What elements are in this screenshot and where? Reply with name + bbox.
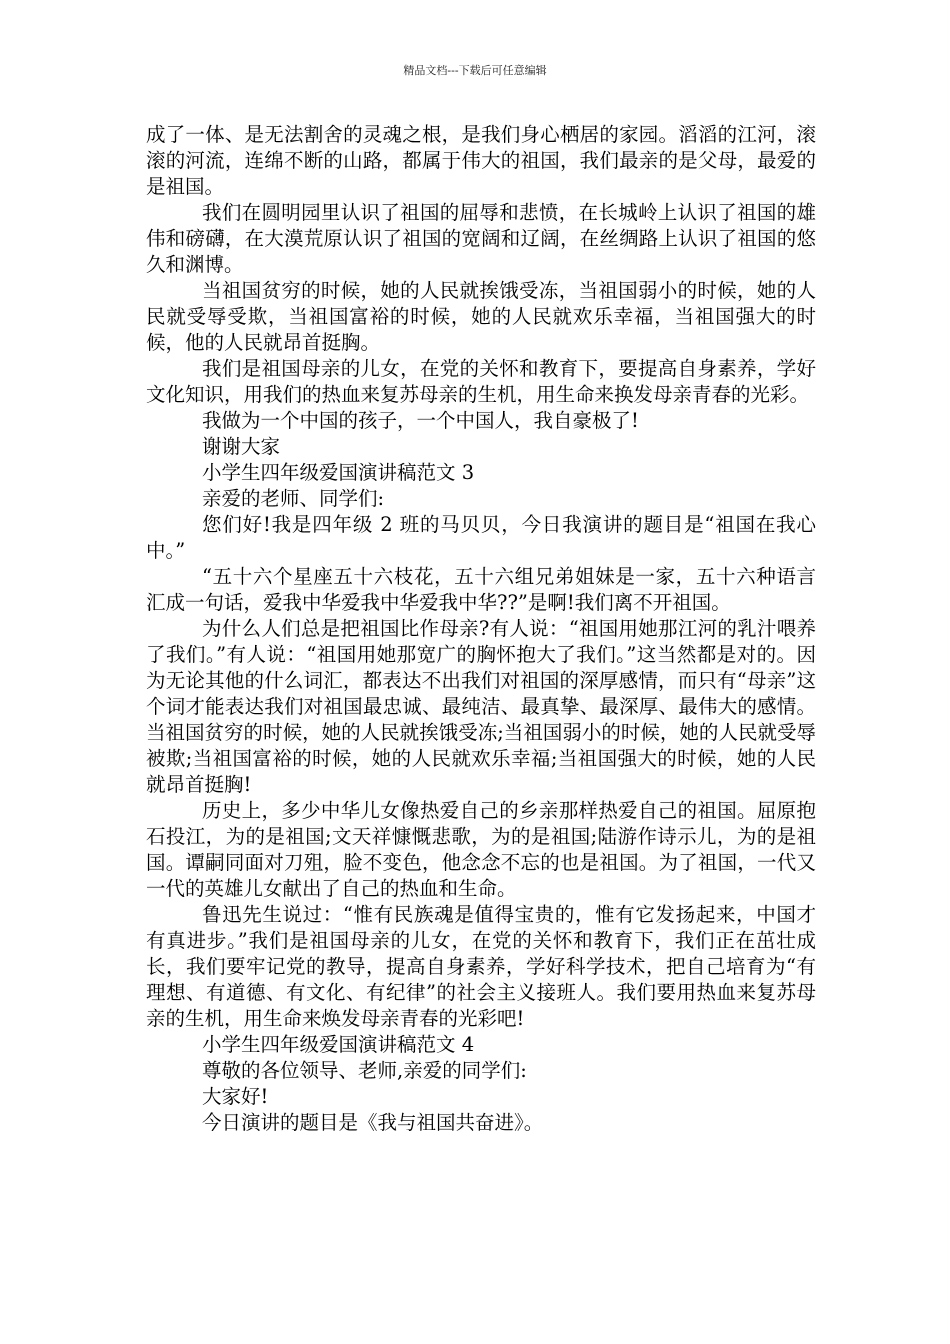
section-title: 小学生四年级爱国演讲稿范文 4: [202, 1033, 475, 1056]
salutation: 尊敬的各位领导、老师,亲爱的同学们:: [202, 1059, 527, 1082]
paragraph: 鲁迅先生说过：“惟有民族魂是值得宝贵的，惟有它发扬起来，中国才有真进步。”我们是祖国母亲的儿女，在党的关怀和教育下，我们正在茁壮成长，我们要牢记党的教导，提高自身素养，学好科学技术，把自己培育为“有理想、有道德、有文化、有纪律”的社会主义接班人。我们要用热血来复苏母亲的生机，用生命来焕发母亲青春的光彩吧!: [146, 903, 816, 1030]
paragraph: 历史上，多少中华儿女像热爱自己的乡亲那样热爱自己的祖国。屈原抱石投江，为的是祖国;文天祥慷慨悲歌，为的是祖国;陆游作诗示儿，为的是祖国。谭嗣同面对刀殂，脸不变色，他念念不忘的也是祖国。为了祖国，一代又一代的英雄儿女献出了自己的热血和生命。: [146, 799, 816, 900]
salutation: 亲爱的老师、同学们:: [202, 487, 385, 510]
paragraph: 我做为一个中国的孩子，一个中国人，我自豪极了!: [202, 409, 639, 432]
paragraph: 您们好!我是四年级 2 班的马贝贝，今日我演讲的题目是“祖国在我心中。”: [146, 513, 816, 562]
greeting: 大家好!: [202, 1085, 269, 1108]
document-body: [146, 122, 816, 1136]
paragraph: 我们是祖国母亲的儿女，在党的关怀和教育下，要提高自身素养，学好文化知识，用我们的热血来复苏母亲的生机，用生命来换发母亲青春的光彩。: [146, 357, 816, 406]
closing-line: 谢谢大家: [202, 435, 281, 458]
paragraph: “五十六个星座五十六枝花，五十六组兄弟姐妹是一家，五十六种语言汇成一句话，爱我中华爱我中华爱我中华??”是啊!我们离不开祖国。: [146, 565, 816, 614]
page-header: 精品文档---下载后可任意编辑: [403, 64, 547, 77]
paragraph: 为什么人们总是把祖国比作母亲?有人说：“祖国用她那江河的乳汁喂养了我们。”有人说：“祖国用她那宽广的胸怀抱大了我们。”这当然都是对的。因为无论其他的什么词汇，都表达不出我们对祖国的深厚感情，而只有“母亲”这个词才能表达我们对祖国最忠诚、最纯洁、最真挚、最深厚、最伟大的感情。当祖国贫穷的时候，她的人民就挨饿受冻;当祖国弱小的时候，她的人民就受辱被欺;当祖国富裕的时候，她的人民就欢乐幸福;当祖国强大的时候，她的人民就昂首挺胸!: [146, 617, 816, 796]
paragraph: 成了一体、是无法割舍的灵魂之根，是我们身心栖居的家园。滔滔的江河，滚滚的河流，连绵不断的山路，都属于伟大的祖国，我们最亲的是父母，最爱的是祖国。: [146, 123, 816, 198]
section-title: 小学生四年级爱国演讲稿范文 3: [202, 461, 475, 484]
paragraph: 当祖国贫穷的时候，她的人民就挨饿受冻，当祖国弱小的时候，她的人民就受辱受欺，当祖国富裕的时候，她的人民就欢乐幸福，当祖国强大的时候，他的人民就昂首挺胸。: [146, 279, 816, 354]
paragraph: 我们在圆明园里认识了祖国的屈辱和悲愤，在长城岭上认识了祖国的雄伟和磅礴，在大漠荒原认识了祖国的宽阔和辽阔，在丝绸路上认识了祖国的悠久和渊博。: [146, 201, 816, 276]
paragraph: 今日演讲的题目是《我与祖国共奋进》。: [202, 1111, 544, 1134]
